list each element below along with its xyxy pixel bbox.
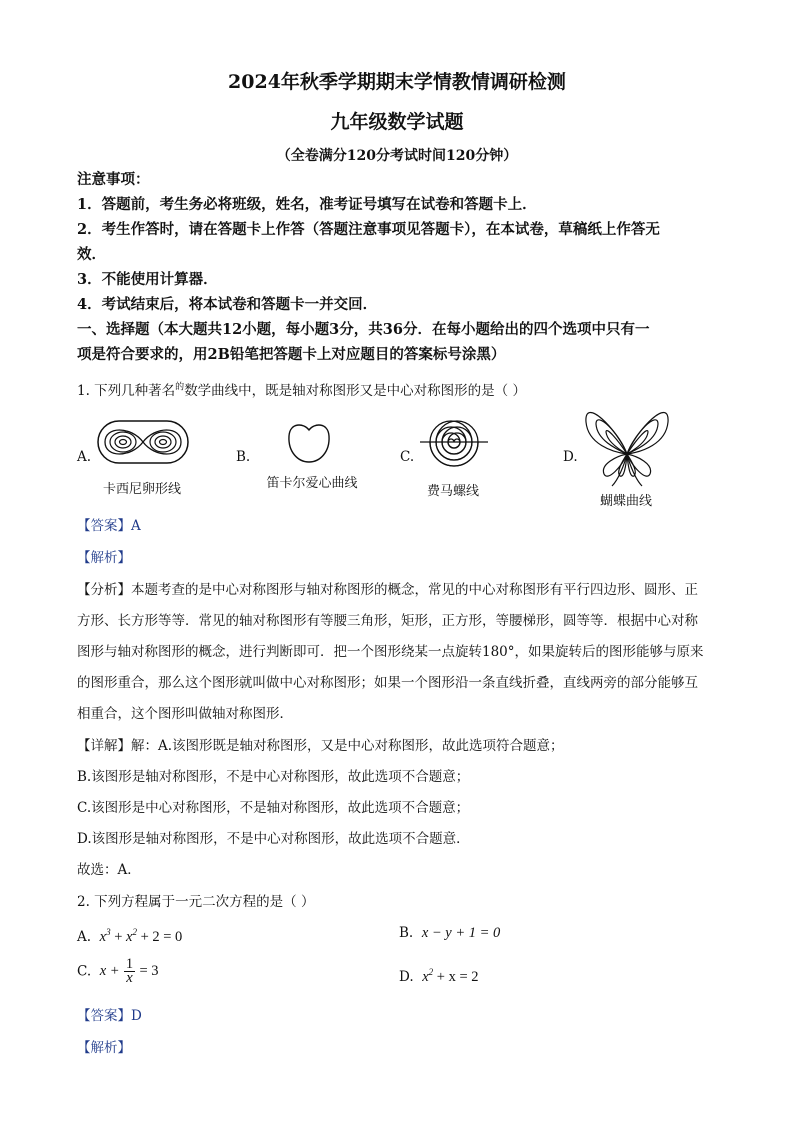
q1-analysis-label: 【解析】 (77, 550, 131, 566)
cassini-oval-figure (95, 418, 191, 466)
q2-stem: 2. 下列方程属于一元二次方程的是（ ） (77, 894, 315, 910)
q2-option-c-fraction: $\frac{1}{x}$ (125, 956, 134, 986)
q1-conclusion: 故选：A． (77, 862, 141, 878)
q1-option-d-caption: 蝴蝶曲线 (599, 494, 652, 509)
q1-detail-line-4: D.该图形是轴对称图形，不是中心对称图形，故此选项不合题意． (77, 831, 470, 847)
q1-detail-line-2: B.该图形是轴对称图形，不是中心对称图形，故此选项不合题意； (77, 769, 470, 785)
q1-option-b-caption: 笛卡尔爱心曲线 (266, 476, 358, 491)
notes-item-3: 3．不能使用计算器． (77, 271, 218, 288)
q1-option-c-caption: 费马螺线 (426, 484, 479, 499)
q1-detail-line-3: C.该图形是中心对称图形，不是轴对称图形，故此选项不合题意； (77, 800, 470, 816)
q1-option-c-letter: C. (400, 449, 415, 465)
q1-option-a-letter: A. (77, 449, 92, 465)
q1-analysis-line-1: 【分析】本题考查的是中心对称图形与轴对称图形的概念，常见的中心对称图形有平行四边形、圆形、正 (77, 582, 698, 598)
fermat-spiral-figure (420, 416, 488, 472)
q1-option-a-caption: 卡西尼卵形线 (102, 482, 181, 497)
exam-title: 2024年秋季学期期末学情教情调研检测 (228, 71, 566, 93)
cardioid-figure (286, 422, 332, 464)
q2-option-b: B. x − y + 1 = 0 (399, 925, 501, 941)
q1-stem-mark: 的 (175, 382, 185, 393)
notes-item-4: 4．考试结束后，将本试卷和答题卡一并交回． (77, 296, 378, 313)
section1-line2: 项是符合要求的，用2B铅笔把答题卡上对应题目的答案标号涂黑） (77, 346, 506, 363)
notes-item-2-cont: 效． (77, 246, 106, 263)
section1-line1: 一、选择题（本大题共12小题，每小题3分，共36分．在每小题给出的四个选项中只有一 (77, 321, 650, 338)
q2-option-c: C. x + $\frac{1}{x}$ = 3 (77, 956, 159, 986)
q1-analysis-line-4: 的图形重合，那么这个图形就叫做中心对称图形；如果一个图形沿一条直线折叠，直线两旁的部分能够互 (77, 675, 698, 691)
q2-option-d: D. $x^2 + x = 2$ (399, 967, 479, 985)
q1-analysis-line-2: 方形、长方形等等．常见的轴对称图形有等腰三角形，矩形，正方形，等腰梯形，圆等等．根据中心对称 (77, 613, 698, 629)
notes-item-2: 2．考生作答时，请在答题卡上作答（答题注意事项见答题卡），在本试卷，草稿纸上作答无 (77, 221, 660, 238)
q1-analysis-line-3: 图形与轴对称图形的概念，进行判断即可．把一个图形绕某一点旋转180°，如果旋转后的图形能够与原来 (77, 644, 704, 660)
q1-analysis-line-5: 相重合，这个图形叫做轴对称图形． (77, 706, 293, 722)
exam-subtitle: 九年级数学试题 (330, 111, 464, 133)
q2-answer: 【答案】D (77, 1008, 142, 1024)
notes-heading: 注意事项： (77, 171, 150, 188)
q1-option-b-letter: B. (236, 449, 251, 465)
q1-stem: 1. 下列几种著名$^的$数学曲线中，既是轴对称图形又是中心对称图形的是（ ） (77, 382, 526, 399)
exam-info: （全卷满分120分考试时间120分钟） (276, 148, 518, 164)
butterfly-curve-figure (582, 404, 672, 488)
q1-detail-line-1: 【详解】解：A.该图形既是轴对称图形，又是中心对称图形，故此选项符合题意； (77, 738, 564, 754)
q1-answer: 【答案】A (77, 518, 141, 534)
notes-item-1: 1．答题前，考生务必将班级，姓名，准考证号填写在试卷和答题卡上． (77, 196, 537, 213)
q2-analysis-label: 【解析】 (77, 1040, 131, 1056)
q2-option-a: A. $x^3 + x^2 + 2 = 0$ (77, 927, 183, 945)
q1-option-d-letter: D. (563, 449, 578, 465)
